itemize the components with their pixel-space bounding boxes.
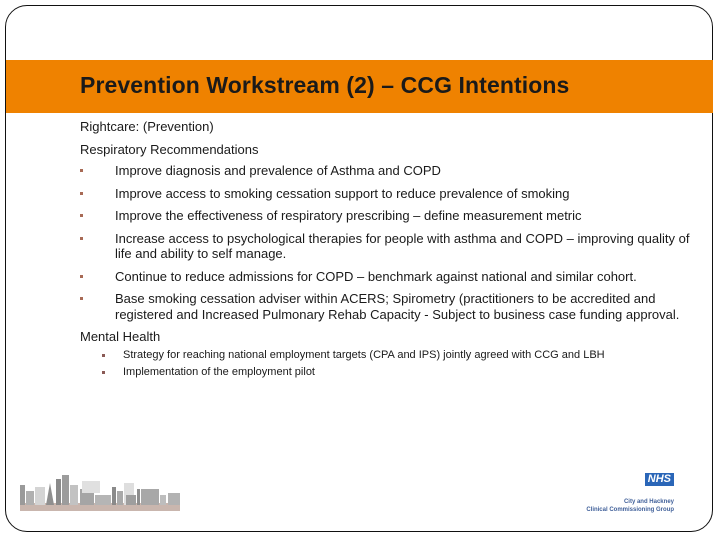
square-bullet-icon: [80, 192, 83, 195]
list-item-text: Improve diagnosis and prevalence of Asthma and COPD: [115, 163, 441, 178]
logo-line-2: Clinical Commissioning Group: [586, 507, 674, 513]
logo-line-1: City and Hackney: [623, 499, 674, 505]
nhs-ccg-logo: [575, 470, 680, 520]
list-item: [80, 366, 690, 379]
list-item-text: Base smoking cessation adviser within ACERS; Spirometry (practitioners to be accredited and registered and Increased Pulmonary Rehab Capacity - Subject to business case funding approval.: [115, 291, 680, 322]
square-bullet-icon: [80, 169, 83, 172]
slide-title: Prevention Workstream (2) – CCG Intentions: [80, 72, 570, 98]
slide-content: [80, 119, 690, 383]
list-item-text: Implementation of the employment pilot: [123, 365, 315, 378]
square-bullet-icon: [80, 237, 83, 240]
city-skyline-icon: [20, 475, 180, 511]
list-item: [80, 231, 690, 262]
list-item-text: Improve access to smoking cessation support to reduce prevalence of smoking: [115, 185, 570, 201]
list-item: [80, 186, 690, 202]
list-item-text: Increase access to psychological therapies for people with asthma and COPD – improving quality of life and ability to self manage.: [115, 230, 690, 261]
respiratory-list: [80, 163, 690, 322]
list-item: [80, 269, 690, 285]
nhs-badge: NHS: [645, 473, 674, 486]
square-bullet-icon: [80, 214, 83, 217]
list-item: [80, 349, 690, 362]
rightcare-label: Rightcare: (Prevention): [80, 119, 214, 134]
mental-health-list: [80, 349, 690, 379]
list-item: [80, 208, 690, 224]
list-item-text: Continue to reduce admissions for COPD – benchmark against national and similar cohort.: [115, 268, 637, 284]
list-item-text: Strategy for reaching national employment targets (CPA and IPS) jointly agreed with CCG and LBH: [123, 348, 605, 361]
mental-health-heading: Mental Health: [80, 329, 161, 344]
list-item-text: Improve the effectiveness of respiratory prescribing – define measurement metric: [115, 208, 582, 223]
square-bullet-icon: [102, 354, 105, 357]
square-bullet-icon: [102, 371, 105, 374]
respiratory-heading: Respiratory Recommendations: [80, 141, 259, 157]
square-bullet-icon: [80, 297, 83, 300]
list-item: [80, 163, 690, 179]
square-bullet-icon: [80, 275, 83, 278]
list-item: [80, 291, 690, 322]
